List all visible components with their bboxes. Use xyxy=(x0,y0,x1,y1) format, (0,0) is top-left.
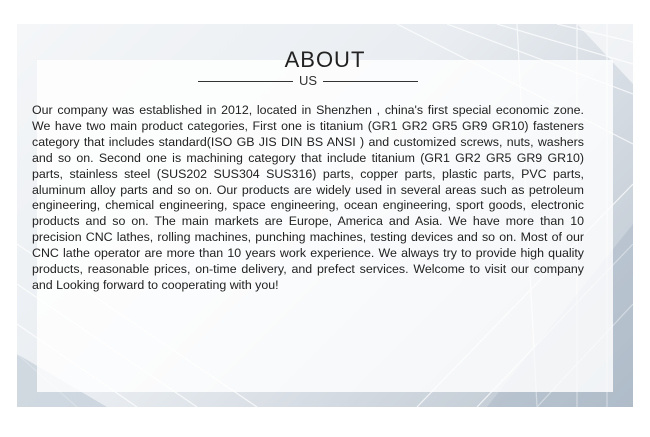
about-subtitle: US xyxy=(298,73,318,88)
about-title: ABOUT xyxy=(284,47,366,72)
about-body-text: Our company was established in 2012, located in Shenzhen , china's first special economic zone. We have two main product categories, First one is titanium (GR1 GR2 GR5 GR9 GR10) fasteners category that includes standard(ISO GB JIS DIN BS ANSI ) and customized screws, nuts, washers and so on. Second one is machining category that include titanium (GR1 GR2 GR5 GR9 GR10) parts, stainless steel (SUS202 SUS304 SUS316) parts, copper parts, plastic parts, PVC parts, aluminum alloy parts and so on. Our products are widely used in several areas such as petroleum engineering, chemical engineering, space engineering, ocean engineering, sport goods, electronic products and so on. The main markets are Europe, America and Asia. We have more than 10 precision CNC lathes, rolling machines, punching machines, testing devices and so on. Most of our CNC lathe operator are more than 10 years work experience. We always try to provide high quality products, reasonable prices, on-time delivery, and prefect services. Welcome to visit our company and Looking forward to cooperating with you! xyxy=(32,103,584,292)
subtitle-right-line xyxy=(323,81,418,82)
about-subtitle-row xyxy=(198,73,418,89)
subtitle-left-line xyxy=(198,81,293,82)
